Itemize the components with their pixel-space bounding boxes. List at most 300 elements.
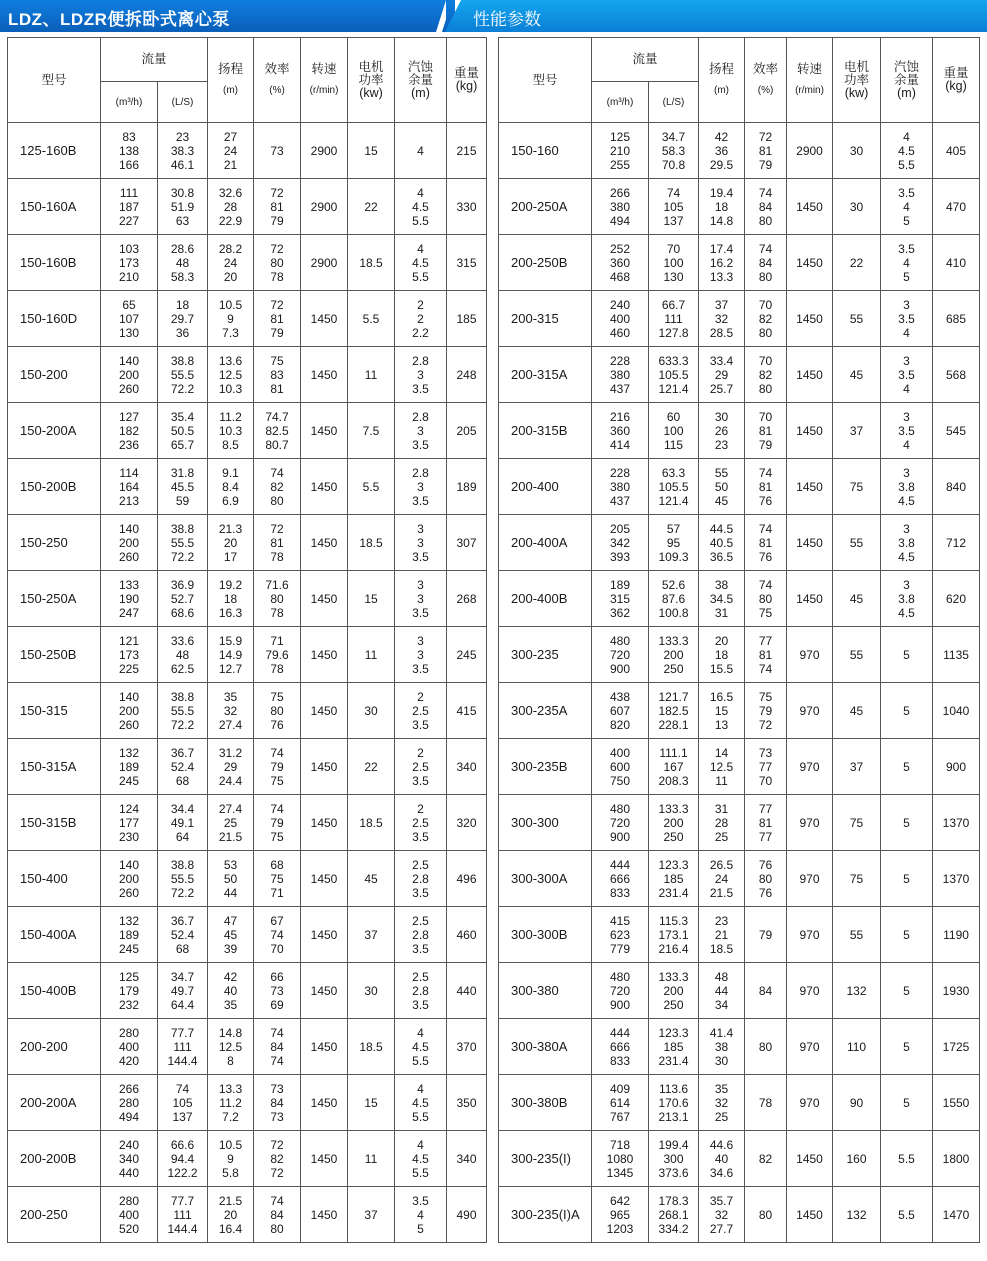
weight-cell: 900 <box>933 739 980 795</box>
power-cell: 37 <box>833 739 881 795</box>
npsh-cell: 3 3.5 4 <box>881 403 933 459</box>
flow-ls-cell: 111.1 167 208.3 <box>649 739 699 795</box>
table-row <box>499 907 980 963</box>
npsh-cell: 5 <box>881 627 933 683</box>
weight-cell: 470 <box>933 179 980 235</box>
power-cell: 18.5 <box>348 235 395 291</box>
table-row <box>8 851 487 907</box>
flow-ls-cell: 178.3 268.1 334.2 <box>649 1187 699 1243</box>
weight-cell: 1370 <box>933 851 980 907</box>
table-row <box>8 571 487 627</box>
speed-cell: 1450 <box>301 627 348 683</box>
flow-m3h-cell: 280 400 420 <box>101 1019 158 1075</box>
table-row <box>8 123 487 179</box>
flow-m3h-cell: 228 380 437 <box>592 459 649 515</box>
head-cell: 13.6 12.5 10.3 <box>208 347 254 403</box>
table-row <box>499 795 980 851</box>
table-row <box>8 179 487 235</box>
npsh-cell: 4 4.5 5.5 <box>395 235 447 291</box>
table-row <box>499 179 980 235</box>
head-cell: 27 24 21 <box>208 123 254 179</box>
speed-cell: 1450 <box>301 403 348 459</box>
head-cell: 41.4 38 30 <box>699 1019 745 1075</box>
npsh-cell: 2 2 2.2 <box>395 291 447 347</box>
col-npsh: 汽蚀 余量 (m) <box>395 38 447 123</box>
header-row <box>8 38 487 82</box>
flow-m3h-cell: 125 210 255 <box>592 123 649 179</box>
npsh-cell: 3.5 4 5 <box>881 235 933 291</box>
model-cell: 150-250B <box>8 627 101 683</box>
weight-cell: 410 <box>933 235 980 291</box>
model-cell: 150-200A <box>8 403 101 459</box>
speed-cell: 970 <box>787 1075 833 1131</box>
efficiency-cell: 70 82 80 <box>745 347 787 403</box>
table-row <box>8 235 487 291</box>
flow-ls-cell: 60 100 115 <box>649 403 699 459</box>
efficiency-cell: 72 81 79 <box>254 291 301 347</box>
flow-ls-cell: 38.8 55.5 72.2 <box>158 851 208 907</box>
efficiency-cell: 74 84 80 <box>745 179 787 235</box>
power-cell: 11 <box>348 1131 395 1187</box>
speed-cell: 1450 <box>787 1187 833 1243</box>
flow-ls-cell: 38.8 55.5 72.2 <box>158 347 208 403</box>
power-cell: 45 <box>833 347 881 403</box>
flow-m3h-cell: 480 720 900 <box>592 627 649 683</box>
npsh-cell: 5.5 <box>881 1131 933 1187</box>
power-cell: 5.5 <box>348 459 395 515</box>
power-cell: 75 <box>833 795 881 851</box>
power-cell: 30 <box>833 123 881 179</box>
flow-m3h-cell: 127 182 236 <box>101 403 158 459</box>
speed-cell: 1450 <box>301 739 348 795</box>
flow-m3h-cell: 121 173 225 <box>101 627 158 683</box>
speed-cell: 1450 <box>301 1075 348 1131</box>
model-cell: 300-235 <box>499 627 592 683</box>
weight-cell: 568 <box>933 347 980 403</box>
speed-cell: 970 <box>787 683 833 739</box>
head-cell: 23 21 18.5 <box>699 907 745 963</box>
speed-cell: 1450 <box>301 347 348 403</box>
flow-ls-cell: 74 105 137 <box>649 179 699 235</box>
speed-cell: 1450 <box>787 179 833 235</box>
speed-cell: 970 <box>787 907 833 963</box>
flow-m3h-cell: 65 107 130 <box>101 291 158 347</box>
head-cell: 37 32 28.5 <box>699 291 745 347</box>
efficiency-cell: 70 81 79 <box>745 403 787 459</box>
col-flow-m3h: (m³/h) <box>101 82 158 123</box>
efficiency-cell: 74.7 82.5 80.7 <box>254 403 301 459</box>
weight-cell: 320 <box>447 795 487 851</box>
model-cell: 200-250B <box>499 235 592 291</box>
speed-cell: 1450 <box>787 347 833 403</box>
flow-m3h-cell: 400 600 750 <box>592 739 649 795</box>
power-cell: 18.5 <box>348 515 395 571</box>
head-cell: 32.6 28 22.9 <box>208 179 254 235</box>
model-cell: 150-200 <box>8 347 101 403</box>
flow-m3h-cell: 189 315 362 <box>592 571 649 627</box>
speed-cell: 1450 <box>301 795 348 851</box>
weight-cell: 330 <box>447 179 487 235</box>
efficiency-cell: 78 <box>745 1075 787 1131</box>
flow-m3h-cell: 125 179 232 <box>101 963 158 1019</box>
flow-ls-cell: 23 38.3 46.1 <box>158 123 208 179</box>
model-cell: 150-200B <box>8 459 101 515</box>
col-weight: 重量 (kg) <box>447 38 487 123</box>
npsh-cell: 4 4.5 5.5 <box>395 1131 447 1187</box>
npsh-cell: 2.8 3 3.5 <box>395 347 447 403</box>
model-cell: 150-250A <box>8 571 101 627</box>
weight-cell: 205 <box>447 403 487 459</box>
flow-m3h-cell: 132 189 245 <box>101 907 158 963</box>
flow-m3h-cell: 240 340 440 <box>101 1131 158 1187</box>
table-row <box>499 1075 980 1131</box>
flow-ls-cell: 34.7 49.7 64.4 <box>158 963 208 1019</box>
table-row <box>499 963 980 1019</box>
head-cell: 14.8 12.5 8 <box>208 1019 254 1075</box>
col-efficiency: 效率 (%) <box>254 38 301 123</box>
power-cell: 30 <box>348 683 395 739</box>
efficiency-cell: 74 84 80 <box>745 235 787 291</box>
model-cell: 125-160B <box>8 123 101 179</box>
power-cell: 37 <box>348 1187 395 1243</box>
npsh-cell: 3.5 4 5 <box>881 179 933 235</box>
efficiency-cell: 75 83 81 <box>254 347 301 403</box>
weight-cell: 545 <box>933 403 980 459</box>
npsh-cell: 3 3 3.5 <box>395 571 447 627</box>
efficiency-cell: 74 84 80 <box>254 1187 301 1243</box>
power-cell: 15 <box>348 1075 395 1131</box>
flow-m3h-cell: 228 380 437 <box>592 347 649 403</box>
flow-m3h-cell: 140 200 260 <box>101 515 158 571</box>
speed-cell: 1450 <box>301 1131 348 1187</box>
flow-m3h-cell: 216 360 414 <box>592 403 649 459</box>
npsh-cell: 4 <box>395 123 447 179</box>
weight-cell: 840 <box>933 459 980 515</box>
flow-m3h-cell: 280 400 520 <box>101 1187 158 1243</box>
weight-cell: 268 <box>447 571 487 627</box>
flow-ls-cell: 63.3 105.5 121.4 <box>649 459 699 515</box>
flow-m3h-cell: 132 189 245 <box>101 739 158 795</box>
head-cell: 53 50 44 <box>208 851 254 907</box>
head-cell: 48 44 34 <box>699 963 745 1019</box>
flow-m3h-cell: 480 720 900 <box>592 963 649 1019</box>
header-row <box>499 38 980 82</box>
head-cell: 35 32 27.4 <box>208 683 254 739</box>
flow-m3h-cell: 444 666 833 <box>592 851 649 907</box>
efficiency-cell: 75 79 72 <box>745 683 787 739</box>
efficiency-cell: 66 73 69 <box>254 963 301 1019</box>
efficiency-cell: 73 77 70 <box>745 739 787 795</box>
flow-ls-cell: 133.3 200 250 <box>649 795 699 851</box>
power-cell: 15 <box>348 571 395 627</box>
flow-m3h-cell: 266 380 494 <box>592 179 649 235</box>
weight-cell: 496 <box>447 851 487 907</box>
npsh-cell: 3 3 3.5 <box>395 515 447 571</box>
flow-ls-cell: 113.6 170.6 213.1 <box>649 1075 699 1131</box>
model-cell: 200-315 <box>499 291 592 347</box>
efficiency-cell: 74 80 75 <box>745 571 787 627</box>
speed-cell: 1450 <box>301 1019 348 1075</box>
model-cell: 300-235(I) <box>499 1131 592 1187</box>
table-row <box>8 683 487 739</box>
head-cell: 47 45 39 <box>208 907 254 963</box>
power-cell: 22 <box>348 739 395 795</box>
weight-cell: 1370 <box>933 795 980 851</box>
speed-cell: 1450 <box>301 571 348 627</box>
efficiency-cell: 73 84 73 <box>254 1075 301 1131</box>
head-cell: 35.7 32 27.7 <box>699 1187 745 1243</box>
flow-ls-cell: 66.7 111 127.8 <box>649 291 699 347</box>
spec-table-left <box>7 37 487 1243</box>
efficiency-cell: 72 81 78 <box>254 515 301 571</box>
flow-ls-cell: 633.3 105.5 121.4 <box>649 347 699 403</box>
col-model: 型号 <box>499 38 592 123</box>
col-head: 扬程 (m) <box>699 38 745 123</box>
npsh-cell: 2.8 3 3.5 <box>395 403 447 459</box>
model-cell: 200-200B <box>8 1131 101 1187</box>
power-cell: 11 <box>348 627 395 683</box>
flow-m3h-cell: 111 187 227 <box>101 179 158 235</box>
table-row <box>499 571 980 627</box>
flow-m3h-cell: 83 138 166 <box>101 123 158 179</box>
page-subtitle: 性能参数 <box>473 10 541 29</box>
col-flow-m3h: (m³/h) <box>592 82 649 123</box>
table-row <box>8 795 487 851</box>
flow-ls-cell: 123.3 185 231.4 <box>649 851 699 907</box>
head-cell: 30 26 23 <box>699 403 745 459</box>
speed-cell: 1450 <box>787 1131 833 1187</box>
flow-m3h-cell: 409 614 767 <box>592 1075 649 1131</box>
speed-cell: 1450 <box>787 403 833 459</box>
weight-cell: 415 <box>447 683 487 739</box>
efficiency-cell: 82 <box>745 1131 787 1187</box>
npsh-cell: 4 4.5 5.5 <box>395 1019 447 1075</box>
npsh-cell: 2.5 2.8 3.5 <box>395 963 447 1019</box>
speed-cell: 1450 <box>787 291 833 347</box>
flow-ls-cell: 30.8 51.9 63 <box>158 179 208 235</box>
npsh-cell: 4 4.5 5.5 <box>395 1075 447 1131</box>
flow-m3h-cell: 480 720 900 <box>592 795 649 851</box>
weight-cell: 340 <box>447 1131 487 1187</box>
npsh-cell: 3 3 3.5 <box>395 627 447 683</box>
flow-ls-cell: 38.8 55.5 72.2 <box>158 683 208 739</box>
flow-ls-cell: 66.6 94.4 122.2 <box>158 1131 208 1187</box>
flow-ls-cell: 31.8 45.5 59 <box>158 459 208 515</box>
efficiency-cell: 74 79 75 <box>254 739 301 795</box>
efficiency-cell: 74 81 76 <box>745 515 787 571</box>
npsh-cell: 5 <box>881 851 933 907</box>
col-head: 扬程 (m) <box>208 38 254 123</box>
npsh-cell: 4 4.5 5.5 <box>395 179 447 235</box>
power-cell: 22 <box>833 235 881 291</box>
flow-m3h-cell: 103 173 210 <box>101 235 158 291</box>
efficiency-cell: 77 81 74 <box>745 627 787 683</box>
flow-m3h-cell: 642 965 1203 <box>592 1187 649 1243</box>
npsh-cell: 3 3.5 4 <box>881 347 933 403</box>
model-cell: 300-380 <box>499 963 592 1019</box>
power-cell: 30 <box>833 179 881 235</box>
head-cell: 38 34.5 31 <box>699 571 745 627</box>
flow-ls-cell: 115.3 173.1 216.4 <box>649 907 699 963</box>
model-cell: 300-235(I)A <box>499 1187 592 1243</box>
efficiency-cell: 70 82 80 <box>745 291 787 347</box>
head-cell: 13.3 11.2 7.2 <box>208 1075 254 1131</box>
model-cell: 300-300 <box>499 795 592 851</box>
model-cell: 150-400 <box>8 851 101 907</box>
table-row <box>8 627 487 683</box>
npsh-cell: 3 3.8 4.5 <box>881 459 933 515</box>
table-row <box>8 1019 487 1075</box>
col-speed: 转速 (r/min) <box>787 38 833 123</box>
flow-ls-cell: 123.3 185 231.4 <box>649 1019 699 1075</box>
weight-cell: 350 <box>447 1075 487 1131</box>
col-flow: 流量 <box>101 38 208 82</box>
npsh-cell: 5 <box>881 1075 933 1131</box>
flow-ls-cell: 34.4 49.1 64 <box>158 795 208 851</box>
head-cell: 21.3 20 17 <box>208 515 254 571</box>
flow-ls-cell: 121.7 182.5 228.1 <box>649 683 699 739</box>
page-title: LDZ、LDZR便拆卧式离心泵 <box>8 10 230 29</box>
speed-cell: 970 <box>787 963 833 1019</box>
model-cell: 150-250 <box>8 515 101 571</box>
model-cell: 200-250 <box>8 1187 101 1243</box>
table-row <box>499 1131 980 1187</box>
power-cell: 7.5 <box>348 403 395 459</box>
model-cell: 200-400A <box>499 515 592 571</box>
model-cell: 300-300A <box>499 851 592 907</box>
flow-ls-cell: 38.8 55.5 72.2 <box>158 515 208 571</box>
flow-ls-cell: 74 105 137 <box>158 1075 208 1131</box>
npsh-cell: 3.5 4 5 <box>395 1187 447 1243</box>
weight-cell: 1550 <box>933 1075 980 1131</box>
efficiency-cell: 80 <box>745 1187 787 1243</box>
efficiency-cell: 79 <box>745 907 787 963</box>
table-row <box>8 1075 487 1131</box>
flow-m3h-cell: 438 607 820 <box>592 683 649 739</box>
speed-cell: 1450 <box>301 907 348 963</box>
speed-cell: 970 <box>787 627 833 683</box>
efficiency-cell: 74 84 74 <box>254 1019 301 1075</box>
power-cell: 18.5 <box>348 1019 395 1075</box>
efficiency-cell: 77 81 77 <box>745 795 787 851</box>
speed-cell: 2900 <box>301 179 348 235</box>
table-row <box>8 291 487 347</box>
flow-ls-cell: 18 29.7 36 <box>158 291 208 347</box>
table-row <box>8 1131 487 1187</box>
efficiency-cell: 67 74 70 <box>254 907 301 963</box>
power-cell: 75 <box>833 851 881 907</box>
speed-cell: 1450 <box>301 291 348 347</box>
npsh-cell: 3 3.5 4 <box>881 291 933 347</box>
power-cell: 75 <box>833 459 881 515</box>
npsh-cell: 2 2.5 3.5 <box>395 739 447 795</box>
flow-m3h-cell: 124 177 230 <box>101 795 158 851</box>
model-cell: 150-160A <box>8 179 101 235</box>
speed-cell: 1450 <box>787 235 833 291</box>
flow-m3h-cell: 415 623 779 <box>592 907 649 963</box>
efficiency-cell: 72 81 79 <box>745 123 787 179</box>
npsh-cell: 2.8 3 3.5 <box>395 459 447 515</box>
head-cell: 20 18 15.5 <box>699 627 745 683</box>
efficiency-cell: 75 80 76 <box>254 683 301 739</box>
head-cell: 9.1 8.4 6.9 <box>208 459 254 515</box>
weight-cell: 490 <box>447 1187 487 1243</box>
table-row <box>499 683 980 739</box>
power-cell: 18.5 <box>348 795 395 851</box>
table-row <box>8 347 487 403</box>
efficiency-cell: 72 81 79 <box>254 179 301 235</box>
power-cell: 55 <box>833 627 881 683</box>
power-cell: 132 <box>833 1187 881 1243</box>
table-row <box>499 403 980 459</box>
table-row <box>499 235 980 291</box>
col-flow-ls: (L/S) <box>649 82 699 123</box>
weight-cell: 185 <box>447 291 487 347</box>
weight-cell: 1040 <box>933 683 980 739</box>
model-cell: 200-400B <box>499 571 592 627</box>
model-cell: 150-315 <box>8 683 101 739</box>
col-flow: 流量 <box>592 38 699 82</box>
col-npsh: 汽蚀 余量 (m) <box>881 38 933 123</box>
power-cell: 55 <box>833 291 881 347</box>
flow-ls-cell: 33.6 48 62.5 <box>158 627 208 683</box>
speed-cell: 1450 <box>787 571 833 627</box>
power-cell: 5.5 <box>348 291 395 347</box>
weight-cell: 712 <box>933 515 980 571</box>
head-cell: 28.2 24 20 <box>208 235 254 291</box>
npsh-cell: 5 <box>881 963 933 1019</box>
efficiency-cell: 76 80 76 <box>745 851 787 907</box>
efficiency-cell: 72 80 78 <box>254 235 301 291</box>
col-model: 型号 <box>8 38 101 123</box>
efficiency-cell: 68 75 71 <box>254 851 301 907</box>
speed-cell: 1450 <box>787 459 833 515</box>
col-efficiency: 效率 (%) <box>745 38 787 123</box>
weight-cell: 370 <box>447 1019 487 1075</box>
weight-cell: 1470 <box>933 1187 980 1243</box>
col-flow-ls: (L/S) <box>158 82 208 123</box>
speed-cell: 1450 <box>787 515 833 571</box>
model-cell: 150-315A <box>8 739 101 795</box>
weight-cell: 248 <box>447 347 487 403</box>
power-cell: 45 <box>833 571 881 627</box>
col-power: 电机 功率 (kw) <box>833 38 881 123</box>
head-cell: 14 12.5 11 <box>699 739 745 795</box>
flow-ls-cell: 77.7 111 144.4 <box>158 1187 208 1243</box>
model-cell: 300-380B <box>499 1075 592 1131</box>
model-cell: 200-315B <box>499 403 592 459</box>
npsh-cell: 5.5 <box>881 1187 933 1243</box>
header-banner <box>0 0 987 32</box>
model-cell: 150-315B <box>8 795 101 851</box>
table-row <box>499 515 980 571</box>
head-cell: 26.5 24 21.5 <box>699 851 745 907</box>
table-row <box>499 851 980 907</box>
model-cell: 150-160D <box>8 291 101 347</box>
power-cell: 15 <box>348 123 395 179</box>
head-cell: 31 28 25 <box>699 795 745 851</box>
npsh-cell: 2 2.5 3.5 <box>395 683 447 739</box>
col-power: 电机 功率 (kw) <box>348 38 395 123</box>
model-cell: 300-235A <box>499 683 592 739</box>
power-cell: 37 <box>833 403 881 459</box>
table-row <box>8 739 487 795</box>
weight-cell: 620 <box>933 571 980 627</box>
flow-m3h-cell: 140 200 260 <box>101 347 158 403</box>
head-cell: 27.4 25 21.5 <box>208 795 254 851</box>
flow-ls-cell: 77.7 111 144.4 <box>158 1019 208 1075</box>
npsh-cell: 5 <box>881 739 933 795</box>
